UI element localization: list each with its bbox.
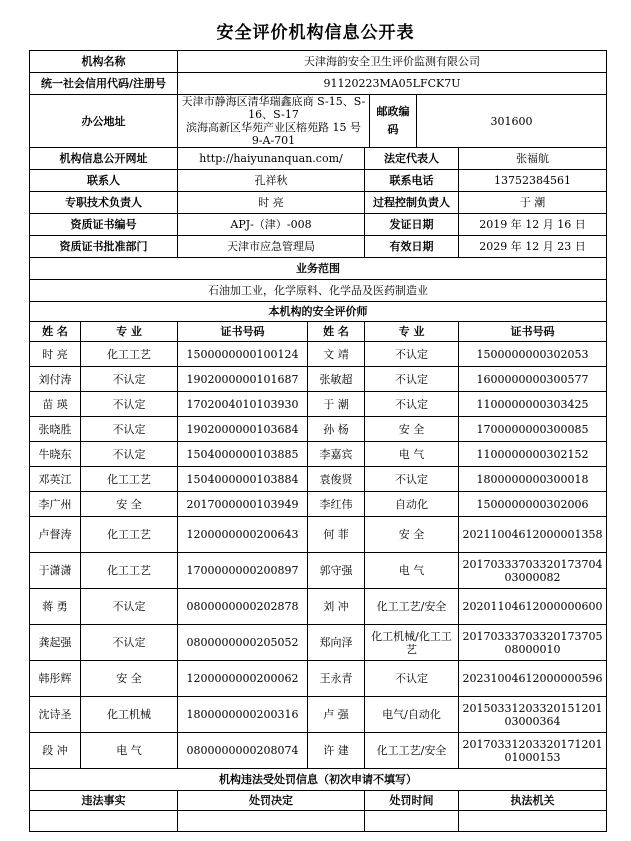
evaluator-name: 韩彤辉	[30, 661, 81, 697]
evaluator-cert: 1504000000103884	[178, 467, 308, 492]
table-row	[30, 553, 607, 589]
evaluator-cert: 1100000000302152	[459, 442, 607, 467]
table-row	[30, 733, 607, 769]
evaluator-major: 安 全	[365, 417, 459, 442]
evaluator-name: 卢督涛	[30, 517, 81, 553]
evaluator-major: 安 全	[81, 492, 178, 517]
evaluators-heading: 本机构的安全评价师	[30, 302, 607, 322]
col-major-1: 专 业	[81, 322, 178, 342]
row-credit-code	[30, 73, 607, 95]
evaluator-name: 郑向泽	[308, 625, 365, 661]
row-evaluators-heading	[30, 302, 607, 322]
evaluator-major: 化工工艺	[81, 342, 178, 367]
evaluator-major: 不认定	[81, 417, 178, 442]
evaluator-cert: 1702004010103930	[178, 392, 308, 417]
evaluator-cert: 2017033370332017370403000082	[459, 553, 607, 589]
valid-date-label: 有效日期	[365, 236, 459, 258]
table-row	[30, 625, 607, 661]
col-name-1: 姓 名	[30, 322, 81, 342]
evaluator-major: 电 气	[81, 733, 178, 769]
cert-no-value: APJ-（津）-008	[178, 214, 365, 236]
address-line-1: 天津市静海区清华瑞鑫底商 S-15、S-16、S-17	[181, 95, 366, 121]
evaluator-major: 不认定	[365, 392, 459, 417]
contact-label: 联系人	[30, 170, 178, 192]
row-evaluators-columns	[30, 322, 607, 342]
evaluator-cert: 1700000000200897	[178, 553, 308, 589]
legal-rep-label: 法定代表人	[365, 148, 459, 170]
evaluator-name: 于 潮	[308, 392, 365, 417]
evaluator-name: 文 靖	[308, 342, 365, 367]
row-scope-text	[30, 280, 607, 302]
address-label: 办公地址	[30, 95, 178, 148]
evaluator-name: 邓英江	[30, 467, 81, 492]
row-address	[30, 95, 607, 148]
evaluator-major: 不认定	[81, 589, 178, 625]
table-row	[30, 492, 607, 517]
info-table	[29, 50, 607, 832]
evaluator-cert: 20231004612000000596	[459, 661, 607, 697]
postcode-value: 301600	[417, 95, 607, 148]
evaluator-name: 时 亮	[30, 342, 81, 367]
evaluator-name: 段 冲	[30, 733, 81, 769]
evaluator-major: 化工工艺	[81, 467, 178, 492]
row-penalty-heading	[30, 769, 607, 791]
evaluator-major: 电气/自动化	[365, 697, 459, 733]
evaluator-major: 化工工艺/安全	[365, 733, 459, 769]
evaluator-name: 李广州	[30, 492, 81, 517]
col-enforcement-authority: 执法机关	[459, 791, 607, 811]
evaluator-major: 不认定	[365, 661, 459, 697]
row-approval-dept	[30, 236, 607, 258]
col-major-2: 专 业	[365, 322, 459, 342]
evaluator-cert: 1902000000103684	[178, 417, 308, 442]
org-name-value: 天津海韵安全卫生评价监测有限公司	[178, 51, 607, 73]
table-row	[30, 442, 607, 467]
legal-rep-value: 张福航	[459, 148, 607, 170]
table-row	[30, 342, 607, 367]
row-contact	[30, 170, 607, 192]
issue-date-value: 2019 年 12 月 16 日	[459, 214, 607, 236]
evaluator-cert: 1500000000302053	[459, 342, 607, 367]
penalty-fact-cell	[30, 811, 178, 832]
evaluator-name: 袁俊贤	[308, 467, 365, 492]
postcode-label: 邮政编码	[370, 95, 417, 148]
row-scope-heading	[30, 258, 607, 280]
evaluator-name: 王永青	[308, 661, 365, 697]
evaluator-name: 张敏超	[308, 367, 365, 392]
credit-code-label: 统一社会信用代码/注册号	[30, 73, 178, 95]
evaluator-cert: 1800000000300018	[459, 467, 607, 492]
penalty-heading: 机构违法受处罚信息（初次申请不填写）	[30, 769, 607, 791]
evaluator-major: 不认定	[81, 367, 178, 392]
contact-value: 孔祥秋	[178, 170, 365, 192]
evaluator-name: 何 菲	[308, 517, 365, 553]
evaluator-cert: 2017033370332017370508000010	[459, 625, 607, 661]
evaluator-name: 许 建	[308, 733, 365, 769]
process-lead-value: 于 潮	[459, 192, 607, 214]
evaluator-name: 李嘉宾	[308, 442, 365, 467]
evaluator-cert: 1902000000101687	[178, 367, 308, 392]
website-label: 机构信息公开网址	[30, 148, 178, 170]
evaluator-major: 不认定	[81, 442, 178, 467]
evaluator-major: 安 全	[365, 517, 459, 553]
evaluator-name: 苗 瑛	[30, 392, 81, 417]
row-penalty-columns	[30, 791, 607, 811]
evaluator-major: 电 气	[365, 442, 459, 467]
evaluator-cert: 1504000000103885	[178, 442, 308, 467]
evaluator-cert: 1200000000200062	[178, 661, 308, 697]
website-value: http://haiyunanquan.com/	[178, 148, 365, 170]
evaluator-cert: 20201104612000000600	[459, 589, 607, 625]
org-name-label: 机构名称	[30, 51, 178, 73]
table-row	[30, 589, 607, 625]
evaluator-major: 不认定	[365, 467, 459, 492]
evaluator-major: 自动化	[365, 492, 459, 517]
address-line-2: 滨海高新区华苑产业区榕苑路 15 号 9-A-701	[186, 121, 361, 147]
approval-dept-value: 天津市应急管理局	[178, 236, 365, 258]
table-row	[30, 392, 607, 417]
evaluator-cert: 2015033120332015120103000364	[459, 697, 607, 733]
phone-value: 13752384561	[459, 170, 607, 192]
evaluator-cert: 1800000000200316	[178, 697, 308, 733]
evaluator-name: 郭守强	[308, 553, 365, 589]
table-row	[30, 367, 607, 392]
evaluator-name: 龚起强	[30, 625, 81, 661]
table-row	[30, 467, 607, 492]
evaluator-cert: 1500000000302006	[459, 492, 607, 517]
evaluator-cert: 0800000000205052	[178, 625, 308, 661]
evaluator-major: 不认定	[81, 625, 178, 661]
evaluator-major: 不认定	[365, 367, 459, 392]
process-lead-label: 过程控制负责人	[365, 192, 459, 214]
row-tech-lead	[30, 192, 607, 214]
col-name-2: 姓 名	[308, 322, 365, 342]
evaluator-cert: 1100000000303425	[459, 392, 607, 417]
evaluator-cert: 2017000000103949	[178, 492, 308, 517]
table-row	[30, 417, 607, 442]
evaluator-major: 化工机械/化工工艺	[365, 625, 459, 661]
evaluator-name: 于潇潇	[30, 553, 81, 589]
evaluator-major: 安 全	[81, 661, 178, 697]
tech-lead-value: 时 亮	[178, 192, 365, 214]
table-row	[30, 517, 607, 553]
evaluator-cert: 0800000000208074	[178, 733, 308, 769]
page-title: 安全评价机构信息公开表	[216, 23, 415, 43]
evaluator-cert: 1700000000300085	[459, 417, 607, 442]
evaluator-major: 化工工艺	[81, 517, 178, 553]
evaluator-name: 刘 冲	[308, 589, 365, 625]
col-cert-1: 证书号码	[178, 322, 308, 342]
evaluator-name: 卢 强	[308, 697, 365, 733]
evaluator-major: 不认定	[81, 392, 178, 417]
penalty-time-cell	[365, 811, 459, 832]
penalty-decision-cell	[178, 811, 365, 832]
evaluator-name: 沈诗圣	[30, 697, 81, 733]
row-penalty-empty	[30, 811, 607, 832]
address-value	[178, 95, 370, 148]
valid-date-value: 2029 年 12 月 23 日	[459, 236, 607, 258]
penalty-authority-cell	[459, 811, 607, 832]
evaluator-cert: 1600000000300577	[459, 367, 607, 392]
evaluator-name: 刘付涛	[30, 367, 81, 392]
evaluator-major: 化工工艺	[81, 553, 178, 589]
phone-label: 联系电话	[365, 170, 459, 192]
tech-lead-label: 专职技术负责人	[30, 192, 178, 214]
approval-dept-label: 资质证书批准部门	[30, 236, 178, 258]
evaluator-cert: 20211004612000001358	[459, 517, 607, 553]
credit-code-value: 91120223MA05LFCK7U	[178, 73, 607, 95]
evaluator-major: 化工机械	[81, 697, 178, 733]
col-penalty-decision: 处罚决定	[178, 791, 365, 811]
col-penalty-time: 处罚时间	[365, 791, 459, 811]
evaluator-cert: 1200000000200643	[178, 517, 308, 553]
evaluator-cert: 0800000000202878	[178, 589, 308, 625]
evaluator-name: 蒋 勇	[30, 589, 81, 625]
table-row	[30, 697, 607, 733]
col-violation-fact: 违法事实	[30, 791, 178, 811]
evaluator-name: 牛晓东	[30, 442, 81, 467]
col-cert-2: 证书号码	[459, 322, 607, 342]
table-row	[30, 661, 607, 697]
scope-text: 石油加工业，化学原料、化学品及医药制造业	[30, 280, 607, 302]
row-cert-no	[30, 214, 607, 236]
evaluator-name: 孙 杨	[308, 417, 365, 442]
issue-date-label: 发证日期	[365, 214, 459, 236]
scope-heading: 业务范围	[30, 258, 607, 280]
evaluator-name: 李红伟	[308, 492, 365, 517]
evaluator-major: 电 气	[365, 553, 459, 589]
evaluator-cert: 1500000000100124	[178, 342, 308, 367]
evaluator-major: 不认定	[365, 342, 459, 367]
row-org-name	[30, 51, 607, 73]
evaluator-major: 化工工艺/安全	[365, 589, 459, 625]
row-website	[30, 148, 607, 170]
evaluator-name: 张晓胜	[30, 417, 81, 442]
evaluator-cert: 2017033120332017120101000153	[459, 733, 607, 769]
cert-no-label: 资质证书编号	[30, 214, 178, 236]
